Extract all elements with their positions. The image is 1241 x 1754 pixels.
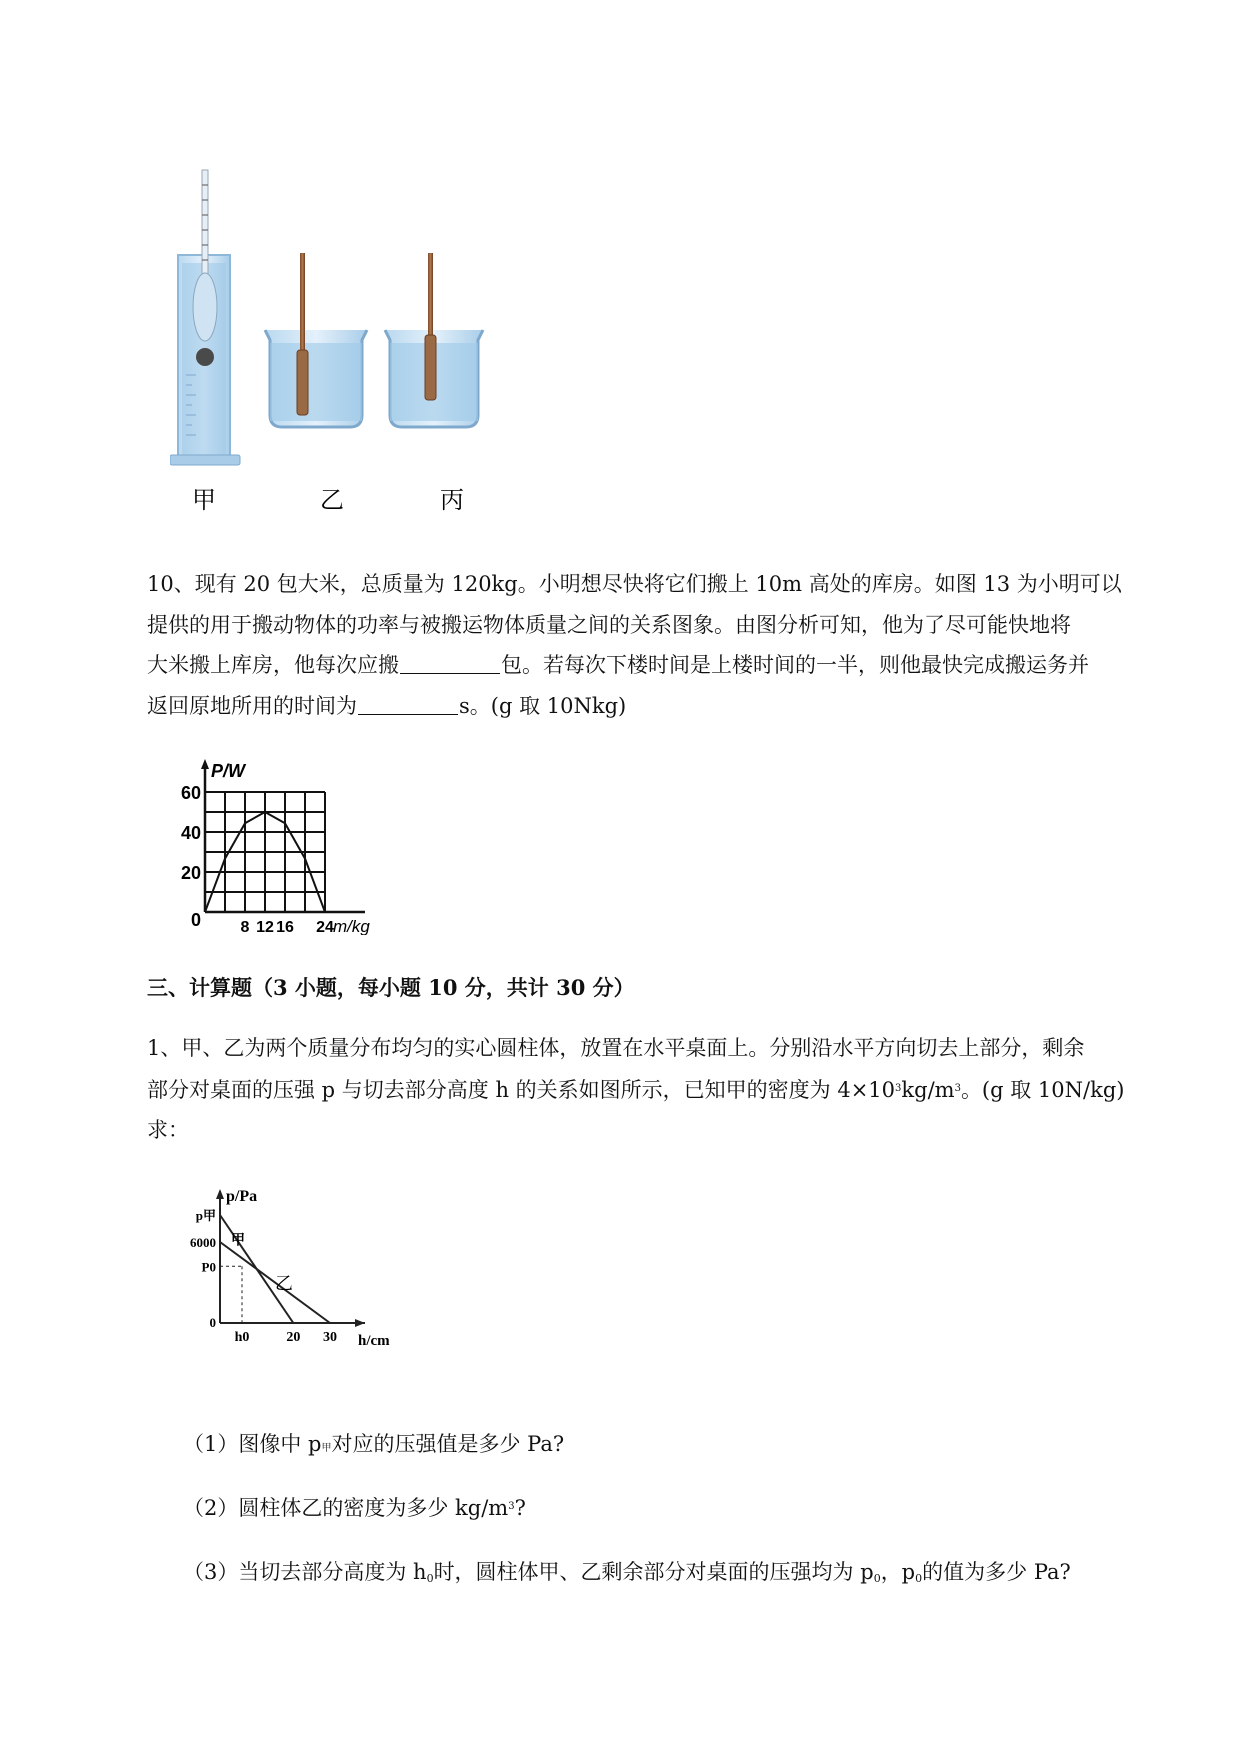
sub3-s2: 0 <box>873 1572 881 1585</box>
series-label-jia: 甲 <box>231 1233 245 1249</box>
q1-subquestion-1 <box>183 1428 564 1458</box>
y-tick-label: 0 <box>190 910 201 930</box>
power-mass-chart <box>165 755 445 935</box>
pressure-height-chart <box>185 1183 435 1373</box>
q10-line4-after: s。(g 取 10Nkg) <box>459 693 627 718</box>
label-yi: 乙 <box>320 486 344 514</box>
x-tick-label: 12 <box>256 919 274 935</box>
sub2-sup: 3 <box>508 1501 515 1512</box>
x-mark-label: 20 <box>286 1330 301 1345</box>
section-3-heading: 三、计算题（3 小题，每小题 10 分，共计 30 分） <box>147 975 635 1000</box>
y-axis-arrow <box>201 759 209 769</box>
y-axis-arrow <box>216 1189 224 1199</box>
y-mark-label: P0 <box>201 1259 216 1275</box>
y-axis-label: P/W <box>211 761 245 781</box>
x-tick-label: 24 <box>316 919 334 935</box>
q1-line2-sup: 3 <box>895 1082 902 1094</box>
question-1 <box>147 1028 1177 1151</box>
sub3-a: （3）当切去部分高度为 h <box>183 1560 427 1584</box>
x-tick-label: 16 <box>276 919 294 935</box>
q1-line2-b: kg/m <box>901 1077 955 1102</box>
sub3-s3: 0 <box>915 1572 923 1585</box>
x-axis-arrow <box>355 1319 365 1327</box>
q10-line3-before: 大米搬上库房，他每次应搬 <box>147 653 399 677</box>
series-label-yi: 乙 <box>275 1273 293 1294</box>
sub3-d: 的值为多少 Pa? <box>922 1560 1071 1584</box>
q1-line1: 1、甲、乙为两个质量分布均匀的实心圆柱体，放置在水平桌面上。分别沿水平方向切去上部分，剩余 <box>147 1036 1085 1060</box>
q1-line2-sup2: 3 <box>954 1082 961 1094</box>
sub3-b: 时，圆柱体甲、乙剩余部分对桌面的压强均为 p <box>433 1560 874 1584</box>
sub2-a: （2）圆柱体乙的密度为多少 kg/m <box>183 1496 509 1520</box>
beaker-bing <box>385 253 483 427</box>
y-tick-label: 40 <box>180 823 201 843</box>
question-10 <box>147 564 1177 726</box>
q10-line3-after: 包。若每次下楼时间是上楼时间的一半，则他最快完成搬运务并 <box>501 653 1089 677</box>
sub1-subscript: 甲 <box>321 1443 332 1454</box>
label-bing: 丙 <box>440 486 464 514</box>
x-mark-label: 30 <box>323 1330 337 1345</box>
q1-line2 <box>147 1069 1177 1111</box>
sub3-c: ，p <box>880 1560 916 1584</box>
y-tick-label: 60 <box>180 783 201 803</box>
q10-line3 <box>147 645 1177 686</box>
y-mark-label: p甲 <box>195 1208 216 1223</box>
y-axis-label: p/Pa <box>226 1188 258 1205</box>
q10-line4-before: 返回原地所用的时间为 <box>147 693 357 718</box>
sub1-a: （1）图像中 p <box>183 1432 322 1456</box>
label-jia: 甲 <box>192 486 216 514</box>
x-tick-label: 8 <box>240 919 250 935</box>
q10-line4 <box>147 686 1177 727</box>
y-mark-label: 6000 <box>190 1235 216 1250</box>
x-axis-label: m/kg <box>333 917 370 935</box>
q1-subquestion-2 <box>183 1492 526 1522</box>
q1-line2-c: 。(g 取 10N/kg) <box>960 1077 1125 1102</box>
q10-line2: 提供的用于搬动物体的功率与被搬运物体质量之间的关系图象。由图分析可知，他为了尽可能快地将 <box>147 612 1071 637</box>
y-mark-label: 0 <box>209 1315 216 1330</box>
q1-subquestion-3 <box>183 1556 1071 1586</box>
answer-blank-packs <box>400 651 500 674</box>
y-tick-label: 20 <box>180 863 201 883</box>
x-axis-label: h/cm <box>358 1333 390 1349</box>
beaker-yi <box>265 253 367 427</box>
sub2-b: ? <box>514 1496 526 1520</box>
answer-blank-time <box>358 692 458 715</box>
graduated-cylinder <box>170 170 240 465</box>
q1-line3: 求： <box>147 1118 189 1142</box>
q1-line2-a: 部分对桌面的压强 p 与切去部分高度 h 的关系如图所示，已知甲的密度为 4×10 <box>147 1077 896 1102</box>
sub3-s1: 0 <box>426 1572 434 1585</box>
q10-line1: 10、现有 20 包大米，总质量为 120kg。小明想尽快将它们搬上 10m 高处的库房。如图 13 为小明可以 <box>147 572 1122 596</box>
x-mark-label: h0 <box>234 1330 250 1345</box>
figure-cylinders <box>170 165 550 525</box>
sub1-b: 对应的压强值是多少 Pa? <box>331 1432 565 1456</box>
